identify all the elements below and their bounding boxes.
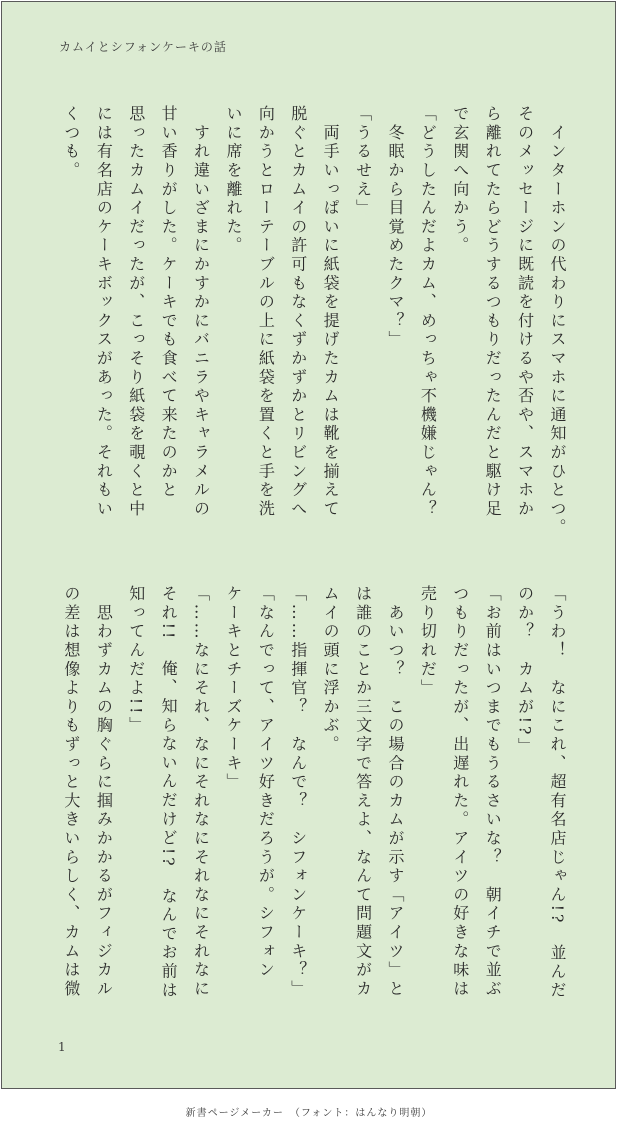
text-line: のか？ カムが!?」 xyxy=(515,585,535,757)
text-line: 知ってんだよ!!」 xyxy=(126,585,146,736)
text-line: 両手いっぱいに紙袋を提げたカムは靴を揃えて xyxy=(321,105,341,519)
text-line: には有名店のケーキボックスがあった。それもい xyxy=(94,105,114,519)
text-line: 「……指揮官？ なんで？ シフォンケーキ？」 xyxy=(288,585,308,999)
footer-credit: 新書ページメーカー （フォント：はんなり明朝） xyxy=(185,1108,433,1119)
text-line: 思ったカムイだったが、こっそり紙袋を覗くと中 xyxy=(126,105,146,519)
text-line: 甘い香りがした。ケーキでも食べて来たのかと xyxy=(159,105,179,500)
text-line: は誰のことか三文字で答えよ、なんて問題文がカ xyxy=(353,585,373,999)
text-line: 脱ぐとカムイの許可もなくずかずかとリビングへ xyxy=(288,105,308,519)
text-block-top xyxy=(55,105,574,538)
text-line: 「お前はいつまでもうるさいな？ 朝イチで並ぶ xyxy=(483,585,503,999)
page-number: 1 xyxy=(58,1040,66,1054)
text-block-bottom xyxy=(55,585,574,1015)
text-line: いに席を離れた。 xyxy=(223,105,243,256)
text-line: ケーキとチーズケーキ」 xyxy=(223,585,243,792)
text-line: 「どうしたんだよカム、めっちゃ不機嫌じゃん？ xyxy=(418,105,438,519)
text-line: くつも。 xyxy=(61,105,81,181)
text-line: 「……なにそれ、なにそれなにそれなにそれなに xyxy=(191,585,211,999)
text-line: 売り切れだ」 xyxy=(418,585,438,698)
text-line: 「なんでって、アイツ好きだろうが。シフォン xyxy=(256,585,276,980)
text-line: ら離れてたらどうするつもりだったんだと駆け足 xyxy=(483,105,503,519)
running-title: カムイとシフォンケーキの話 xyxy=(59,40,227,54)
book-page xyxy=(1,1,616,1089)
text-line: あいつ？ この場合のカムが示す「アイツ」と xyxy=(385,585,405,999)
text-line: の差は想像よりもずっと大きいらしく、カムは微 xyxy=(61,585,81,999)
text-line: そのメッセージに既読を付けるや否や、スマホか xyxy=(515,105,535,519)
text-line: 向かうとローテーブルの上に紙袋を置くと手を洗 xyxy=(256,105,276,519)
text-line: 冬眠から目覚めたクマ？」 xyxy=(385,105,405,350)
text-line: つもりだったが、出遅れた。アイツの好きな味は xyxy=(450,585,470,999)
text-line: 思わずカムの胸ぐらに掴みかかるがフィジカル xyxy=(94,585,114,999)
text-line: それ!! 俺、知らないんだけど!? なんでお前は xyxy=(159,585,179,1001)
text-line: で玄関へ向かう。 xyxy=(450,105,470,256)
text-line: すれ違いざまにかすかにバニラやキャラメルの xyxy=(191,105,211,519)
text-line: 「うわ！ なにこれ、超有名店じゃん!? 並んだ xyxy=(548,585,567,1001)
text-line: ムイの頭に浮かぶ。 xyxy=(321,585,341,755)
text-line: インターホンの代わりにスマホに通知がひとつ。 xyxy=(548,105,567,538)
text-line: 「うるせえ」 xyxy=(353,105,373,218)
